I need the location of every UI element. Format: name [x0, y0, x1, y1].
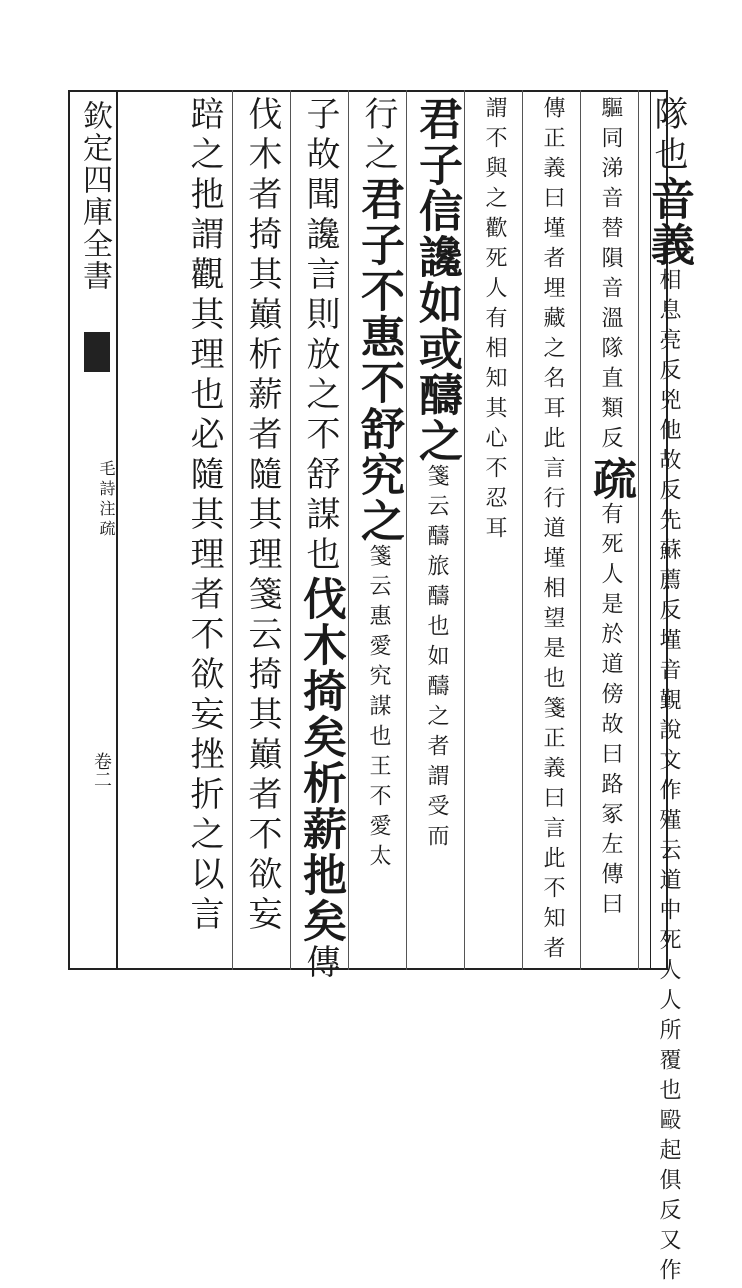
main-text: 君子不惠不舒究之 — [353, 176, 404, 544]
body-text: 子故聞讒言則放之不舒謀也 — [300, 96, 340, 576]
commentary-text: 有死人是於道傍故曰路冢左傳曰 — [598, 502, 623, 922]
page-number: 卷二 — [91, 752, 112, 788]
text-column — [466, 96, 522, 956]
column-divider — [348, 90, 349, 970]
text-column — [176, 96, 232, 956]
body-text: 伐木者掎其巔析薪者隨其理箋云掎其巔者不欲妄 — [242, 96, 282, 936]
column-divider — [464, 90, 465, 970]
main-text: 伐木掎矣析薪扡矣 — [295, 576, 346, 944]
column-divider — [638, 90, 639, 970]
text-column — [524, 96, 580, 966]
text-column — [234, 96, 290, 956]
main-text: 疏 — [585, 456, 636, 502]
text-column — [350, 96, 406, 956]
column-divider — [522, 90, 523, 970]
column-divider — [580, 90, 581, 970]
column-divider — [232, 90, 233, 970]
column-divider — [406, 90, 407, 970]
collection-title: 欽定四庫全書 — [77, 100, 112, 292]
main-text: 君子信讒如或醻之 — [411, 96, 462, 464]
fish-tail-mark — [84, 332, 110, 372]
commentary-text: 傳正義曰墐者埋藏之名耳此言行道墐相望是也箋正義曰言此不知者 — [540, 96, 565, 966]
commentary-text: 驅同涕音替隕音溫隊直類反 — [598, 96, 623, 456]
commentary-text: 謂不與之歡死人有相知其心不忍耳 — [482, 96, 507, 546]
commentary-text: 箋云醻旅醻也如醻之者謂受而 — [424, 464, 449, 854]
main-text: 音義 — [643, 176, 694, 268]
text-column — [582, 96, 638, 956]
book-title: 毛詩注疏 — [97, 460, 116, 540]
column-divider — [290, 90, 291, 970]
text-column — [292, 96, 348, 984]
body-text: 踣之扡謂觀其理也必隨其理者不欲妄挫折之以言 — [184, 96, 224, 936]
body-text: 傳 — [300, 944, 340, 984]
commentary-text: 箋云惠愛究謀也王不愛太 — [366, 544, 391, 874]
body-text: 行之 — [358, 96, 398, 176]
text-column — [408, 96, 464, 956]
text-column — [640, 96, 696, 1288]
commentary-text: 相息亮反兇他故反先蘇薦反墐音覲說文作殣云道中死人人所覆也毆起俱反又作 — [656, 268, 681, 1288]
body-text: 隊也 — [648, 96, 688, 176]
